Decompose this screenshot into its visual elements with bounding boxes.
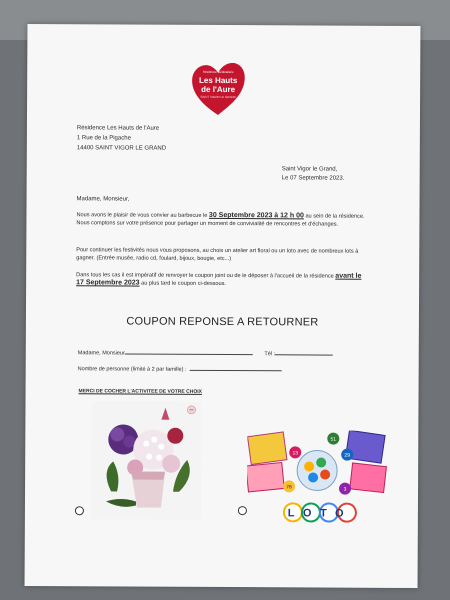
paragraph-deadline-start: Dans tous les cas il est impératif de renvoyer le coupon joint ou de le déposer à l'accueil de la résidence	[76, 272, 336, 280]
paragraph-deadline-end: au plus tard le coupon ci-dessous.	[139, 280, 227, 288]
loto-image	[247, 430, 387, 523]
logo-subtitle-bottom: SAINT VIGOR LE GRAND	[200, 94, 236, 100]
paragraph-barbecue	[76, 211, 366, 229]
logo-title-line1: Les Hauts	[199, 75, 238, 86]
name-field[interactable]	[78, 347, 333, 358]
letter-date: Le 07 Septembre 2023.	[281, 175, 345, 182]
loto-ball-1: 51	[330, 436, 337, 443]
salutation: Madame, Monsieur,	[76, 196, 130, 203]
loto-ball-3: 29	[344, 452, 351, 459]
name-input-line[interactable]	[125, 347, 253, 355]
sender-street: 1 Rue de la Pigache	[76, 135, 131, 142]
floral-workshop-image	[91, 401, 202, 520]
logo-subtitle-top: Résidence médicalisée	[202, 69, 234, 75]
persons-input-line[interactable]	[189, 364, 281, 371]
barbecue-date: 30 Septembre 2023 à 12 h 00	[208, 211, 304, 220]
persons-label: Nombre de personne (limité à 2 par famille) :	[77, 366, 187, 373]
loto-word: LOTO	[287, 507, 353, 520]
persons-field[interactable]	[78, 363, 282, 374]
paragraph-barbecue-start: Nous avons le plaisir de vous convier au barbecue le	[76, 212, 209, 219]
loto-ball-2: 13	[292, 450, 299, 457]
paragraph-barbecue-end: au sein de la résidence. Nous comptons sur votre présence pour partager un moment de convivialité de rencontres et d'échanges.	[76, 213, 365, 228]
loto-ball-5: 3	[343, 486, 347, 493]
paragraph-activities: Pour continuer les festivités nous vous proposons, au choix un atelier art floral ou un loto avec de nombreux lots à gagner. (Entrée musée, radio cd, foulard, bijoux, bougie, etc...)	[76, 247, 359, 263]
floral-workshop-radio[interactable]	[75, 506, 84, 515]
residence-logo	[189, 60, 247, 118]
logo-title-line2: de l'Aure	[201, 84, 236, 95]
sender-name: Résidence Les Hauts de l'Aure	[76, 125, 160, 132]
choice-instruction: MERCI DE COCHER L'ACTIVITEE DE VOTRE CHOIX	[78, 388, 202, 395]
loto-ball-4: 76	[286, 484, 292, 491]
paragraph-deadline	[76, 271, 366, 289]
sender-city: 14400 SAINT VIGOR LE GRAND	[76, 145, 167, 152]
invitation-letter	[25, 24, 421, 588]
coupon-title: COUPON REPONSE A RETOURNER	[126, 315, 319, 329]
tel-label: Tél :	[264, 351, 276, 358]
tel-input-line[interactable]	[275, 348, 333, 355]
letter-place: Saint Vigor le Grand,	[281, 166, 338, 173]
name-label: Madame, Monsieur	[77, 350, 125, 357]
loto-radio[interactable]	[238, 506, 247, 515]
deadline-date: avant le 17 Septembre 2023	[76, 272, 362, 287]
